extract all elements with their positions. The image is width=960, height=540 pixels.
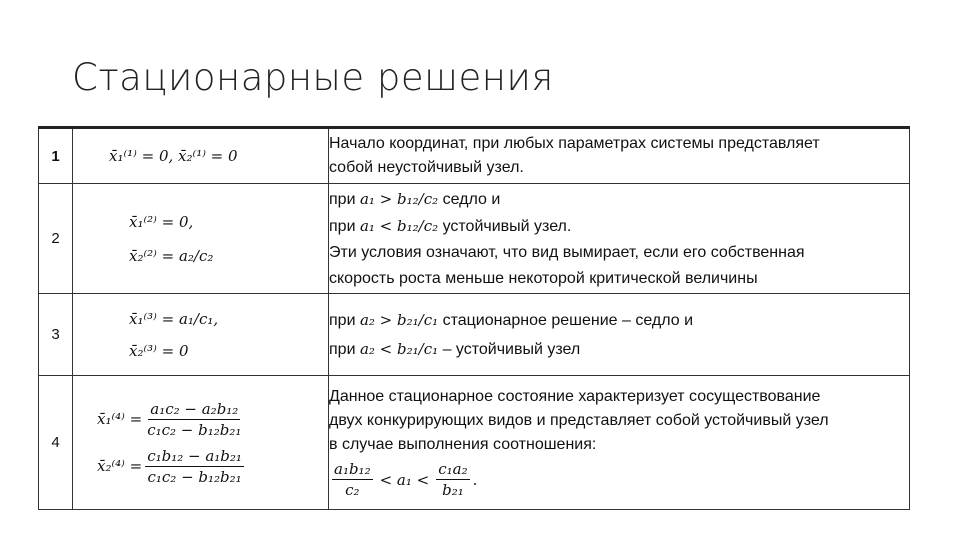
formula-cell <box>73 294 329 376</box>
description-line <box>329 213 909 240</box>
description-line: Начало координат, при любых параметрах системы представляет <box>329 135 820 152</box>
row-number: 1 <box>39 128 73 184</box>
formula-line: x̄₁⁽²⁾ = 0, <box>129 212 194 231</box>
fraction <box>436 459 469 500</box>
fraction-numerator: a₁c₂ − a₂b₁₂ <box>150 399 239 418</box>
text-post: устойчивый узел. <box>438 217 572 235</box>
condition-inequality <box>329 459 909 500</box>
formula-cell <box>73 128 329 184</box>
text-pre: при <box>329 190 360 208</box>
formula-line: x̄₁⁽³⁾ = a₁/c₁, <box>129 309 219 328</box>
fraction-numerator: c₁b₁₂ − a₁b₂₁ <box>147 446 242 465</box>
description-line <box>329 335 909 364</box>
description-line: двух конкурирующих видов и представляет собой устойчивый узел <box>329 412 829 429</box>
description-cell <box>329 184 910 294</box>
formula-line <box>97 399 328 440</box>
formula-line: x̄₂⁽³⁾ = 0 <box>129 341 189 360</box>
text-pre: при <box>329 340 360 358</box>
description-line: скорость роста меньше некоторой критической величины <box>329 269 758 287</box>
table-row <box>39 184 910 294</box>
description-line <box>329 306 909 335</box>
fraction <box>145 446 244 487</box>
formula-cell <box>73 376 329 510</box>
description-line: Эти условия означают, что вид вымирает, если его собственная <box>329 243 805 261</box>
formula-line: x̄₂⁽²⁾ = a₂/c₂ <box>129 246 214 265</box>
fraction-denominator: c₂ <box>345 481 360 499</box>
row-number: 4 <box>39 376 73 510</box>
fraction-numerator: c₁a₂ <box>438 460 468 478</box>
description-cell <box>329 376 910 510</box>
fraction-denominator: c₁c₂ − b₁₂b₂₁ <box>147 420 242 439</box>
fraction-denominator: b₂₁ <box>442 481 464 499</box>
slide-title: Стационарные решения <box>72 56 554 99</box>
formula-lhs: x̄₂⁽⁴⁾ = <box>97 457 143 475</box>
fraction <box>332 459 373 500</box>
formula-line: x̄₁⁽¹⁾ = 0, x̄₂⁽¹⁾ = 0 <box>109 147 238 165</box>
inequality-middle: < a₁ < <box>379 470 430 489</box>
text-pre: при <box>329 217 360 235</box>
inequality-end: . <box>472 470 478 489</box>
table-row <box>39 376 910 510</box>
text-post: седло и <box>438 190 501 208</box>
formula-lhs: x̄₁⁽⁴⁾ = <box>97 410 143 428</box>
formula-line <box>97 446 328 487</box>
math-expression: a₁ > b₁₂/c₂ <box>359 189 439 208</box>
math-expression: a₁ < b₁₂/c₂ <box>359 216 439 235</box>
fraction-numerator: a₁b₁₂ <box>334 460 371 478</box>
table-row <box>39 128 910 184</box>
fraction <box>145 399 243 440</box>
text-post: – устойчивый узел <box>438 340 581 358</box>
row-number: 3 <box>39 294 73 376</box>
text-post: стационарное решение – седло и <box>438 311 693 329</box>
row-number: 2 <box>39 184 73 294</box>
table-row <box>39 294 910 376</box>
math-expression: a₂ < b₂₁/c₁ <box>359 339 439 358</box>
description-line: Данное стационарное состояние характеризует сосуществование <box>329 388 821 405</box>
stationary-solutions-table <box>38 126 910 510</box>
description-line: собой неустойчивый узел. <box>329 159 524 176</box>
text-pre: при <box>329 311 360 329</box>
fraction-denominator: c₁c₂ − b₁₂b₂₁ <box>147 467 242 486</box>
description-line <box>329 186 909 213</box>
description-cell <box>329 294 910 376</box>
description-cell <box>329 128 910 184</box>
formula-cell <box>73 184 329 294</box>
description-line: в случае выполнения соотношения: <box>329 436 597 453</box>
math-expression: a₂ > b₂₁/c₁ <box>359 310 439 329</box>
